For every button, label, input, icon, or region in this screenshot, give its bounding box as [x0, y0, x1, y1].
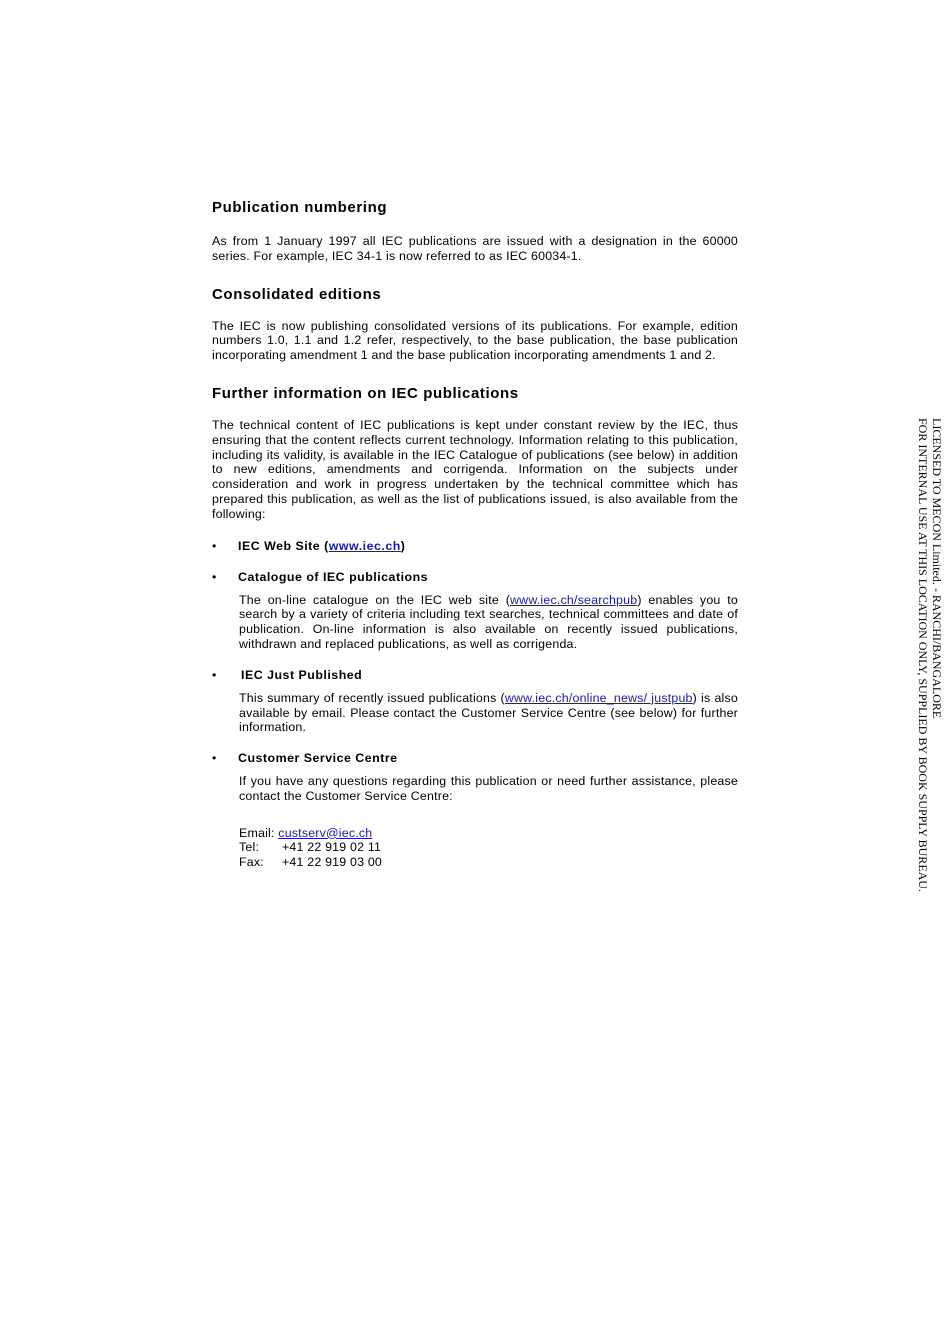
license-line-1: LICENSED TO MECON Limited. - RANCHI/BANGALORE [930, 418, 944, 719]
consolidated-editions-text: The IEC is now publishing consolidated versions of its publications. For example, edition numbers 1.0, 1.1 and 1.2 refer, respectively, to the base publication, the base publication incorporating amendment 1 and the base publication incorporating amendments 1 and 2. [212, 318, 738, 363]
email-label: Email: [239, 825, 275, 840]
just-published-label: IEC Just Published [241, 667, 363, 682]
email-link[interactable]: custserv@iec.ch [278, 825, 373, 840]
publication-numbering-heading: Publication numbering [212, 199, 388, 216]
justpub-link[interactable]: www.iec.ch/online_news/ justpub [504, 690, 693, 705]
document-body [212, 198, 738, 870]
tel-value: +41 22 919 02 11 [282, 840, 382, 855]
bullet-icon: • [212, 667, 217, 682]
catalogue-description: The on-line catalogue on the IEC web site (www.iec.ch/searchpub) enables you to search by a variety of criteria including text searches, technical committees and date of publication. On-line information is also available on recently issued publications, withdrawn and replaced publications, as well as corrigenda. [239, 592, 738, 651]
bullet-icon: • [212, 538, 217, 553]
catalogue-item [212, 570, 738, 585]
bullet-icon: • [212, 751, 217, 766]
tel-row [239, 840, 738, 855]
license-line-2: FOR INTERNAL USE AT THIS LOCATION ONLY, SUPPLIED BY BOOK SUPPLY BUREAU. [916, 418, 930, 892]
further-information-text: The technical content of IEC publications is kept under constant review by the IEC, thus ensuring that the content reflects current technology. Information relating to this publication, including its validity, is available in the IEC Catalogue of publications (see below) in addition to new editions, amendments and corrigenda. Information on the subjects under consideration and work in progress undertaken by the technical committee which has prepared this publication, as well as the list of publications issued, is also available from the following: [212, 417, 738, 521]
customer-service-label: Customer Service Centre [238, 751, 398, 766]
publication-numbering-text: As from 1 January 1997 all IEC publications are issued with a designation in the 60000 series. For example, IEC 34-1 is now referred to as IEC 60034-1. [212, 234, 738, 263]
email-row [239, 826, 738, 841]
contact-details [239, 826, 738, 870]
fax-row [239, 855, 738, 870]
license-watermark [916, 418, 944, 892]
fax-label: Fax: [239, 854, 264, 869]
tel-label: Tel: [239, 840, 260, 855]
just-published-item [212, 668, 738, 683]
bullet-icon: • [212, 569, 217, 584]
consolidated-editions-heading: Consolidated editions [212, 285, 382, 303]
further-information-heading: Further information on IEC publications [212, 384, 519, 402]
customer-service-description: If you have any questions regarding this publication or need further assistance, please contact the Customer Service Centre: [239, 774, 738, 803]
fax-value: +41 22 919 03 00 [282, 854, 383, 869]
searchpub-link[interactable]: www.iec.ch/searchpub [510, 592, 638, 607]
customer-service-item [212, 751, 738, 766]
catalogue-label: Catalogue of IEC publications [238, 569, 429, 584]
iec-website-link[interactable]: www.iec.ch [328, 538, 401, 553]
web-site-item [212, 539, 738, 554]
just-published-description: This summary of recently issued publications (www.iec.ch/online_news/ justpub) is also available by email. Please contact the Customer Service Centre (see below) for further information. [239, 690, 739, 735]
web-site-label: IEC Web Site (www.iec.ch) [238, 538, 406, 553]
